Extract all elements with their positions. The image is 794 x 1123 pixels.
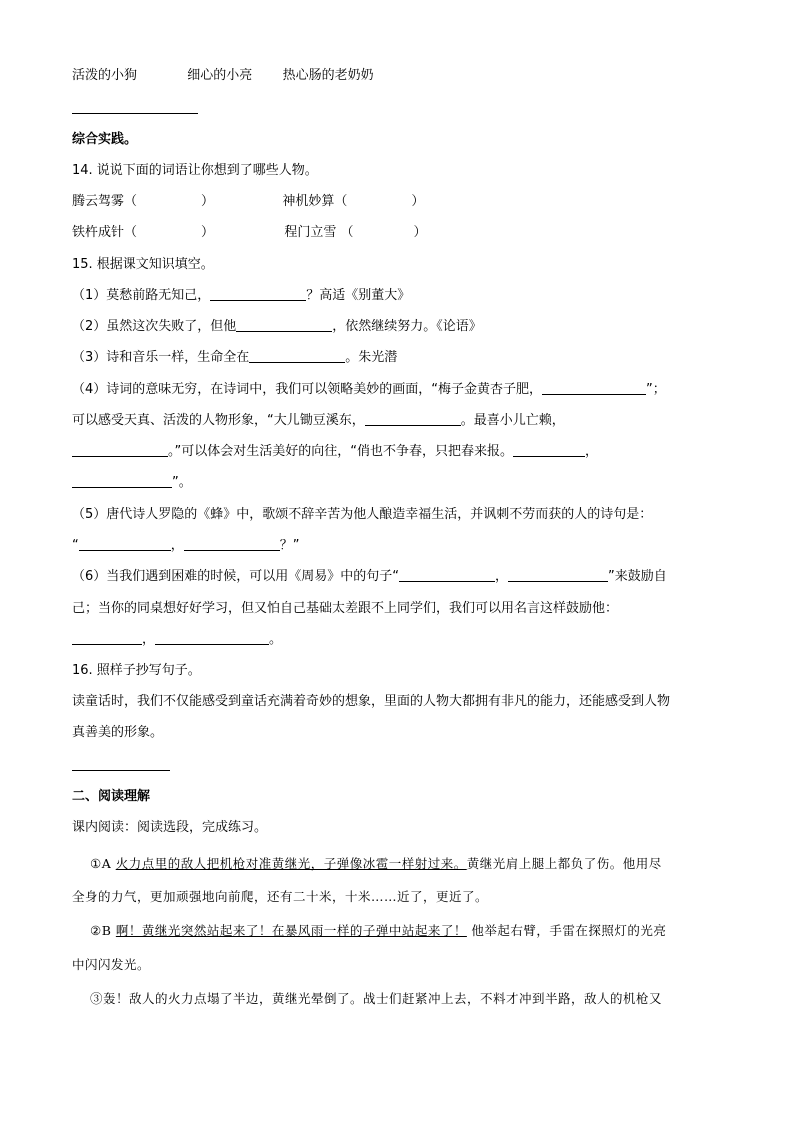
underlined-sentence-a: 火力点里的敌人把机枪对准黄继光，子弹像冰雹一样射过来。 xyxy=(115,856,467,871)
q15-blank-10[interactable] xyxy=(184,536,280,551)
q15-line-2: （2）虽然这次失败了，但他 ，依然继续努力。《论语》 xyxy=(72,319,482,334)
q14-row-1: 腾云驾雾（ ） 神机妙算（ ） xyxy=(72,194,425,209)
passage-para-3-line-1: ③轰！敌人的火力点塌了半边，黄继光晕倒了。战士们赶紧冲上去，不料才冲到半路，敌人的机枪又 xyxy=(90,991,663,1006)
answer-line[interactable] xyxy=(72,770,170,771)
option-xiaoliang: 细心的小亮 xyxy=(187,68,253,83)
section-title-reading: 二、阅读理解 xyxy=(72,789,151,804)
passage-para-2-line-1: ②B 啊！黄继光突然站起来了！在暴风雨一样的子弹中站起来了！ 他举起右臂，手雷在探照灯的光亮 xyxy=(90,923,667,938)
q15-blank-9[interactable] xyxy=(79,536,171,551)
q16-example-line-1: 读童话时，我们不仅能感受到童话充满着奇妙的想象，里面的人物大都拥有非凡的能力，还能感受到人物 xyxy=(72,694,671,709)
q15-line-8: （5）唐代诗人罗隐的《蜂》中，歌颂不辞辛苦为他人酿造幸福生活，并讽刺不劳而获的人的诗句是： xyxy=(72,507,653,522)
q15-blank-8[interactable] xyxy=(72,473,172,488)
q14-stem: 14. 说说下面的词语让你想到了哪些人物。 xyxy=(72,163,318,178)
q15-line-12: ， 。 xyxy=(72,630,734,650)
q15-blank-13[interactable] xyxy=(72,630,142,645)
section-title-practice: 综合实践。 xyxy=(72,132,138,147)
q15-blank-1[interactable] xyxy=(210,286,306,301)
q15-blank-11[interactable] xyxy=(399,567,495,582)
q14-word-4: 程门立雪 （ xyxy=(284,225,354,240)
reading-intro: 课内阅读：阅读选段，完成练习。 xyxy=(72,820,268,835)
q15-blank-3[interactable] xyxy=(249,348,345,363)
answer-line[interactable] xyxy=(72,113,198,114)
q15-line-10: （6）当我们遇到困难的时候，可以用《周易》中的句子“ ， ”来鼓励自 xyxy=(72,569,667,584)
passage-para-2-line-2: 中闪闪发光。 xyxy=(72,957,151,972)
passage-para-1-line-2: 全身的力气，更加顽强地向前爬，还有二十米，十米……近了，更近了。 xyxy=(72,889,489,904)
option-grandma: 热心肠的老奶奶 xyxy=(282,68,374,83)
q15-blank-14[interactable] xyxy=(155,630,269,645)
q14-row-2: 铁杵成针（ ） 程门立雪 （ ） xyxy=(72,225,427,240)
q14-word-3: 铁杵成针（ xyxy=(72,225,138,240)
q15-line-6: 。”可以体会对生活美好的向往，“俏也不争春，只把春来报。 ， xyxy=(72,442,734,462)
q16-stem: 16. 照样子抄写句子。 xyxy=(72,663,201,678)
q14-word-2: 神机妙算（ xyxy=(282,194,348,209)
q15-line-5: 可以感受天真、活泼的人物形象，“大儿锄豆溪东， 。最喜小儿亡赖， xyxy=(72,413,565,428)
q15-line-9: “ ， ？” xyxy=(72,538,300,553)
q14-word-1: 腾云驾雾（ xyxy=(72,194,138,209)
option-puppy: 活泼的小狗 xyxy=(72,68,138,83)
q15-blank-2[interactable] xyxy=(236,317,332,332)
q15-line-4: （4）诗词的意味无穷，在诗词中，我们可以领略美妙的画面，“梅子金黄杏子肥， ”； xyxy=(72,382,666,397)
q15-blank-7[interactable] xyxy=(513,442,585,457)
q15-blank-5[interactable] xyxy=(365,411,461,426)
q16-example-line-2: 真善美的形象。 xyxy=(72,725,164,740)
q15-blank-4[interactable] xyxy=(542,380,646,395)
q15-line-11: 己；当你的同桌想好好学习，但又怕自己基础太差跟不上同学们，我们可以用名言这样鼓励他： xyxy=(72,601,619,616)
q15-blank-12[interactable] xyxy=(508,567,608,582)
passage-para-1-line-1: ①A 火力点里的敌人把机枪对准黄继光，子弹像冰雹一样射过来。黄继光肩上腿上都负了伤。他用尽 xyxy=(90,856,662,871)
q15-line-7: ”。 xyxy=(72,473,734,493)
q15-line-3: （3）诗和音乐一样，生命全在 。朱光潜 xyxy=(72,350,398,365)
q15-line-1: （1）莫愁前路无知己， ？高适《别董大》 xyxy=(72,288,411,303)
character-options-row xyxy=(72,66,734,86)
q15-blank-6[interactable] xyxy=(72,442,168,457)
q15-stem: 15. 根据课文知识填空。 xyxy=(72,257,214,272)
underlined-sentence-b: 啊！黄继光突然站起来了！在暴风雨一样的子弹中站起来了！ xyxy=(115,923,467,938)
